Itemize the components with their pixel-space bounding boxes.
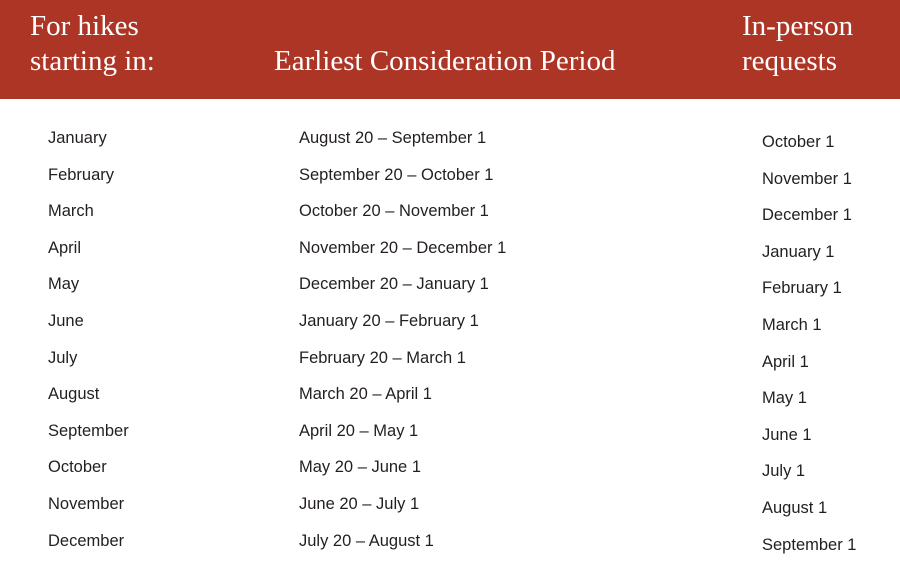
cell-start-month: February (48, 165, 115, 184)
cell-start-month: September (48, 421, 129, 440)
header-in-person-line1: In-person (742, 10, 854, 42)
header-consideration-period: Earliest Consideration Period (274, 45, 616, 77)
cell-start-month: August (48, 385, 100, 404)
cell-in-person: October 1 (762, 133, 835, 151)
header-start-month (30, 9, 155, 79)
cell-consideration-period: April 20 – May 1 (299, 421, 419, 440)
cell-start-month: October (48, 458, 107, 477)
column-in-person (762, 124, 856, 563)
cell-start-month: December (48, 531, 125, 550)
cell-consideration-period: June 20 – July 1 (299, 494, 420, 513)
cell-start-month: November (48, 494, 125, 513)
header-in-person (742, 9, 853, 79)
cell-in-person: March 1 (762, 315, 822, 334)
cell-consideration-period: August 20 – September 1 (299, 129, 487, 147)
cell-in-person: November 1 (762, 169, 852, 188)
header-start-month-line1: For hikes (30, 10, 139, 42)
cell-consideration-period: May 20 – June 1 (299, 458, 421, 477)
cell-consideration-period: December 20 – January 1 (299, 275, 489, 294)
cell-in-person: January 1 (762, 242, 835, 261)
cell-consideration-period: July 20 – August 1 (299, 531, 434, 550)
cell-start-month: March (48, 202, 94, 221)
cell-start-month: July (48, 348, 78, 367)
header-start-month-line2: starting in: (30, 45, 155, 77)
cell-start-month: May (48, 275, 80, 294)
cell-in-person: July 1 (762, 462, 806, 481)
cell-in-person: May 1 (762, 389, 807, 408)
cell-in-person: February 1 (762, 279, 842, 298)
cell-in-person: December 1 (762, 206, 852, 225)
cell-consideration-period: January 20 – February 1 (299, 311, 479, 330)
cell-consideration-period: November 20 – December 1 (299, 238, 507, 257)
cell-in-person: April 1 (762, 352, 809, 371)
cell-in-person: September 1 (762, 535, 857, 554)
table-header (0, 0, 900, 99)
cell-in-person: August 1 (762, 498, 828, 517)
cell-start-month: April (48, 238, 82, 257)
cell-consideration-period: February 20 – March 1 (299, 348, 466, 367)
column-consideration-period (299, 120, 506, 559)
header-in-person-line2: requests (742, 45, 838, 77)
cell-consideration-period: September 20 – October 1 (299, 165, 494, 184)
cell-consideration-period: October 20 – November 1 (299, 202, 489, 221)
cell-start-month: June (48, 311, 84, 330)
cell-consideration-period: March 20 – April 1 (299, 385, 432, 404)
cell-in-person: June 1 (762, 425, 812, 444)
column-start-month (48, 120, 129, 559)
cell-start-month: January (48, 129, 107, 147)
